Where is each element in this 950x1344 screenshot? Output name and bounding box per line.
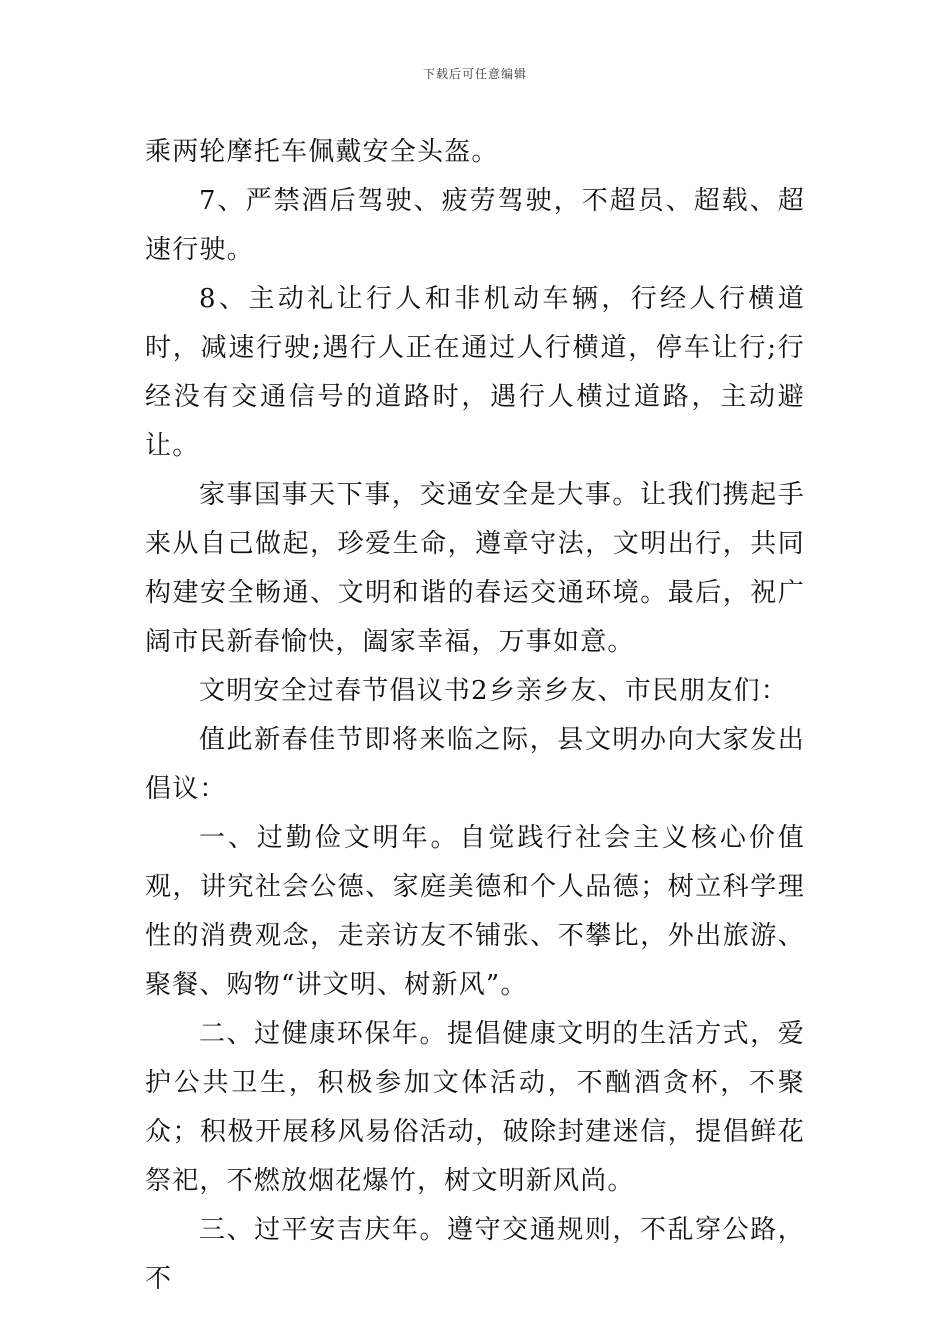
paragraph-continuation: 乘两轮摩托车佩戴安全头盔。	[145, 137, 499, 167]
paragraph-proposal-2: 二、过健康环保年。提倡健康文明的生活方式，爱护公共卫生，积极参加文体活动，不酗酒贪杯，不聚众；积极开展移风易俗活动，破除封建迷信，提倡鲜花祭祀，不燃放烟花爆竹，树文明新风尚。	[145, 1019, 805, 1196]
paragraph-proposal-1: 一、过勤俭文明年。自觉践行社会主义核心价值观，讲究社会公德、家庭美德和个人品德；树立科学理性的消费观念，走亲访友不铺张、不攀比，外出旅游、聚餐、购物“讲文明、树新风”。	[145, 823, 805, 1000]
paragraph-item-7: 7、严禁酒后驾驶、疲劳驾驶，不超员、超载、超速行驶。	[145, 186, 805, 265]
paragraph-proposal-title: 文明安全过春节倡议书2乡亲乡友、市民朋友们：	[199, 676, 788, 706]
paragraph-closing: 家事国事天下事，交通安全是大事。让我们携起手来从自己做起，珍爱生命，遵章守法，文明出行，共同构建安全畅通、文明和谐的春运交通环境。最后，祝广阔市民新春愉快，阖家幸福，万事如意。	[145, 480, 805, 657]
document-body	[145, 128, 805, 1304]
header-note: 下载后可任意编辑	[422, 67, 527, 81]
paragraph-item-8: 8、主动礼让行人和非机动车辆，行经人行横道时，减速行驶;遇行人正在通过人行横道，停车让行;行经没有交通信号的道路时，遇行人横过道路，主动避让。	[145, 284, 805, 461]
paragraph-proposal-intro: 值此新春佳节即将来临之际，县文明办向大家发出倡议：	[145, 725, 805, 804]
paragraph-proposal-3: 三、过平安吉庆年。遵守交通规则，不乱穿公路，不	[145, 1215, 805, 1294]
